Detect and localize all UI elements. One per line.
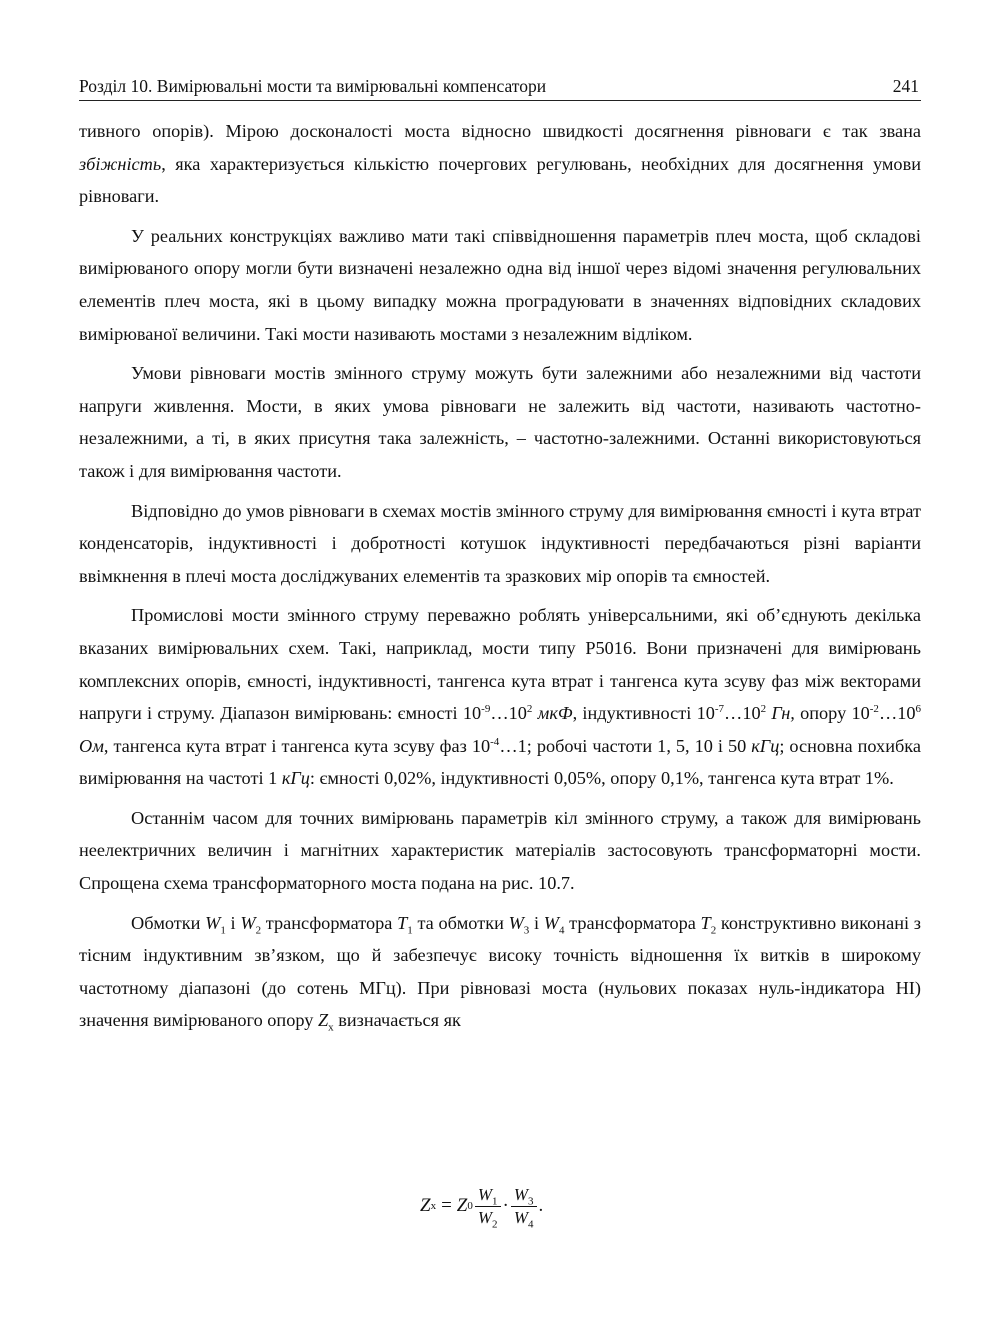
winding-ratio-1: $\frac{W_1}{W_2}$ <box>475 1184 501 1229</box>
chapter-title: Розділ 10. Вимірювальні мости та вимірювальні компенсатори <box>79 76 547 96</box>
body-text <box>79 115 921 1044</box>
running-header <box>79 76 921 101</box>
winding-ratio-2: $\frac{W_3}{W_4}$ <box>511 1184 537 1229</box>
paragraph-7: Обмотки $W_1$ і $W_2$ трансформатора $T_1$ та обмотки $W_3$ і $W_4$ трансформатора $T_2$ конструктивно виконані з тісним індуктивним зв’язком, що й забезпечує високу точність відношення їх витків в широкому частотному діапазоні (до сотень МГц). При рівновазі моста (нульових показах нуль-індикатора НІ) значення вимірюваного опору $Z_x$ визначається як <box>79 912 921 1035</box>
emphasis-term: збіжність <box>79 153 162 174</box>
paragraph-5: Промислові мости змінного струму переважно роблять універсальними, які об’єднують декілька вказаних вимірювальних схем. Такі, наприклад, мости типу Р5016. Вони призначені для вимірювань комплексних опорів, ємності, індуктивності, тангенса кута втрат і тангенса кута зсуву фаз між векторами напруги і струму. Діапазон вимірювань: ємності $10^{-9}\dots 10^2$ мкФ, індуктивності $10^{-7}\dots 10^2$ Гн, опору $10^{-2}\dots 10^6$ Ом, тангенса кута втрат і тангенса кута зсуву фаз $10^{-4}\dots 1$; робочі частоти 1, 5, 10 і 50 кГц; основна похибка вимірювання на частоті 1 кГц: ємності 0,02%, індуктивності 0,05%, опору 0,1%, тангенса кута втрат 1%. <box>79 605 921 789</box>
paragraph-2: У реальних конструкціях важливо мати такі співвідношення параметрів плеч моста, щоб складові вимірюваного опору могли бути визначені незалежно одна від іншої через відомі значення регулювальних елементів плеч моста, які в цьому випадку можна проградуювати в значеннях відповідних складових вимірюваної величини. Такі мости називають мостами з незалежним відліком. <box>79 225 921 344</box>
paragraph-1: тивного опорів). Мірою досконалості моста відносно швидкості досягнення рівноваги є так звана збіжність, яка характеризується кількістю почергових регулювань, необхідних для досягнення умови рівноваги. <box>79 121 921 207</box>
page-number: 241 <box>892 76 919 96</box>
bridge-balance-formula: Z x = Z 0 $\frac{W_1}{W_2}$ · $\frac{W_3}{W_4}$ . <box>420 1184 544 1230</box>
paragraph-3: Умови рівноваги мостів змінного струму можуть бути залежними або незалежними від частоти напруги живлення. Мости, в яких умова рівноваги не залежить від частоти, називають частотно-незалежними, а ті, в яких присутня така залежність, – частотно-залежними. Останні використовуються також і для вимірювання частоти. <box>79 363 921 481</box>
paragraph-4: Відповідно до умов рівноваги в схемах мостів змінного струму для вимірювання ємності і кута втрат конденсаторів, індуктивності і добротності котушок індуктивності передбачаються різні варіанти ввімкнення в плечі моста досліджуваних елементів та зразкових мір опорів та ємностей. <box>79 500 921 586</box>
paragraph-6: Останнім часом для точних вимірювань параметрів кіл змінного струму, а також для вимірювань неелектричних величин і магнітних характеристик матеріалів застосовують трансформаторні мости. Спрощена схема трансформаторного моста подана на рис. 10.7. <box>79 807 921 894</box>
